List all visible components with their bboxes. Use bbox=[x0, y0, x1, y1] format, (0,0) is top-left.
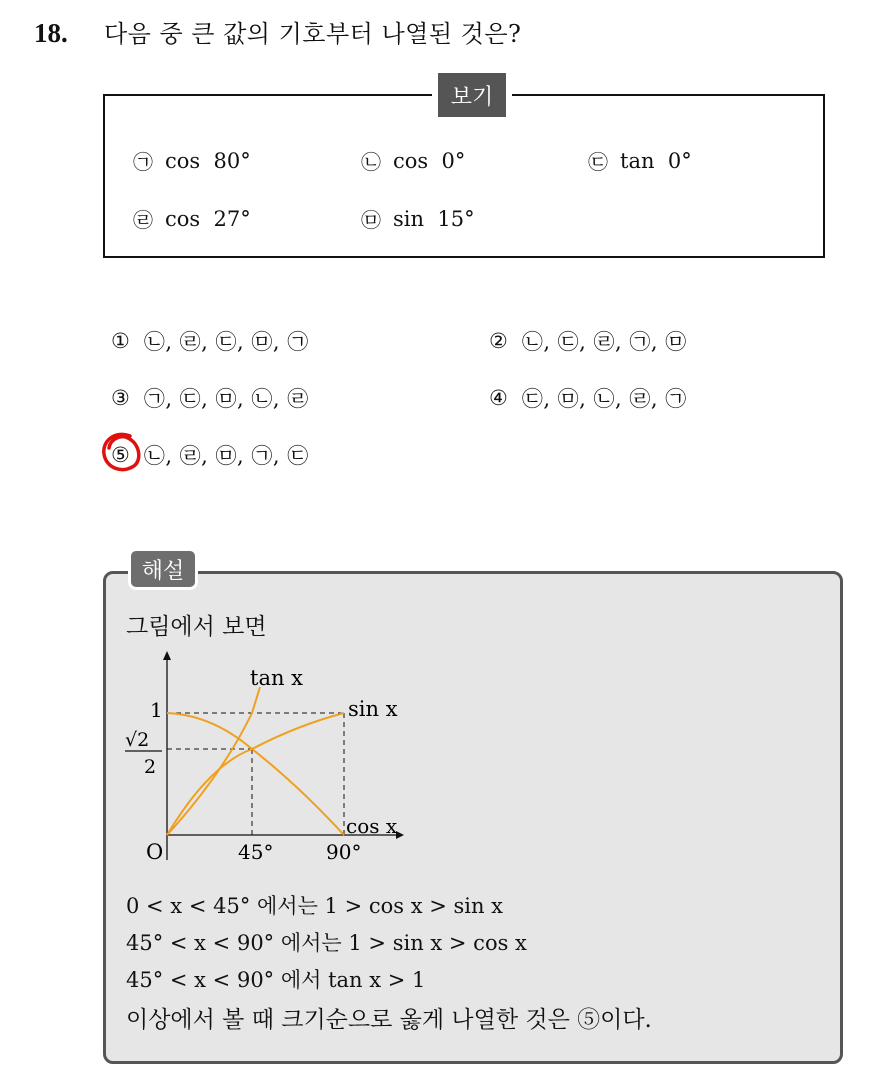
bogi-mark: ㉢ bbox=[588, 150, 608, 174]
bogi-title: 보기 bbox=[432, 73, 512, 117]
solution-intro: 그림에서 보면 bbox=[126, 614, 267, 640]
bogi-box bbox=[103, 84, 825, 258]
choice-sequence: ㉡, ㉣, ㉢, ㉤, ㉠ bbox=[143, 330, 309, 354]
solution-line-1: 0 < x < 45° 에서는 1 > cos x > sin x bbox=[126, 894, 504, 918]
root2-denominator: 2 bbox=[144, 756, 157, 778]
question-text: 다음 중 큰 값의 기호부터 나열된 것은? bbox=[104, 20, 522, 48]
bogi-expr: cos 27° bbox=[165, 206, 251, 231]
choice-number: ③ bbox=[111, 386, 130, 410]
choice-number: ② bbox=[489, 329, 508, 353]
cos-label: cos x bbox=[346, 814, 398, 838]
sin-curve bbox=[167, 713, 344, 835]
y-one-label: 1 bbox=[150, 698, 163, 722]
choice-2[interactable] bbox=[489, 326, 687, 356]
bogi-mark: ㉡ bbox=[361, 150, 381, 174]
y-axis-arrow-icon bbox=[163, 651, 171, 660]
bogi-item-c bbox=[588, 146, 692, 175]
bogi-mark: ㉣ bbox=[133, 208, 153, 232]
solution-line-3: 45° < x < 90° 에서 tan x > 1 bbox=[126, 968, 426, 992]
bogi-item-a bbox=[133, 146, 251, 175]
bogi-mark: ㉤ bbox=[361, 208, 381, 232]
cos-curve bbox=[167, 713, 344, 835]
bogi-item-b bbox=[361, 146, 465, 175]
solution-line-4: 이상에서 볼 때 크기순으로 옳게 나열한 것은 ⑤이다. bbox=[126, 1007, 652, 1033]
choice-sequence: ㉠, ㉢, ㉤, ㉡, ㉣ bbox=[143, 387, 309, 411]
solution-tag: 해설 bbox=[128, 548, 198, 590]
bogi-expr: cos 80° bbox=[165, 148, 251, 173]
x-45-label: 45° bbox=[238, 840, 274, 864]
root2-numerator: √2 bbox=[125, 729, 150, 751]
bogi-item-d bbox=[133, 204, 251, 233]
bogi-item-e bbox=[361, 204, 475, 233]
sin-label: sin x bbox=[348, 697, 398, 721]
choice-sequence: ㉡, ㉣, ㉤, ㉠, ㉢ bbox=[143, 444, 309, 468]
choice-sequence: ㉢, ㉤, ㉡, ㉣, ㉠ bbox=[521, 387, 687, 411]
bogi-mark: ㉠ bbox=[133, 150, 153, 174]
bogi-expr: tan 0° bbox=[620, 148, 692, 173]
choice-4[interactable] bbox=[489, 383, 687, 413]
solution-line-2: 45° < x < 90° 에서는 1 > sin x > cos x bbox=[126, 931, 527, 955]
x-90-label: 90° bbox=[326, 840, 362, 864]
x-axis-arrow-icon bbox=[396, 831, 404, 839]
question-number: 18. bbox=[34, 18, 68, 48]
origin-label: O bbox=[146, 840, 164, 864]
question-header bbox=[34, 14, 521, 49]
choice-sequence: ㉡, ㉢, ㉣, ㉠, ㉤ bbox=[521, 330, 687, 354]
choice-number: ① bbox=[111, 329, 130, 353]
bogi-expr: sin 15° bbox=[393, 206, 475, 231]
tan-label: tan x bbox=[250, 666, 304, 690]
choice-number: ⑤ bbox=[111, 443, 130, 467]
choice-number: ④ bbox=[489, 386, 508, 410]
answer-circle-mark bbox=[100, 430, 144, 474]
choice-3[interactable] bbox=[111, 383, 309, 413]
bogi-expr: cos 0° bbox=[393, 148, 466, 173]
choice-1[interactable] bbox=[111, 326, 309, 356]
trig-graph bbox=[112, 645, 412, 870]
